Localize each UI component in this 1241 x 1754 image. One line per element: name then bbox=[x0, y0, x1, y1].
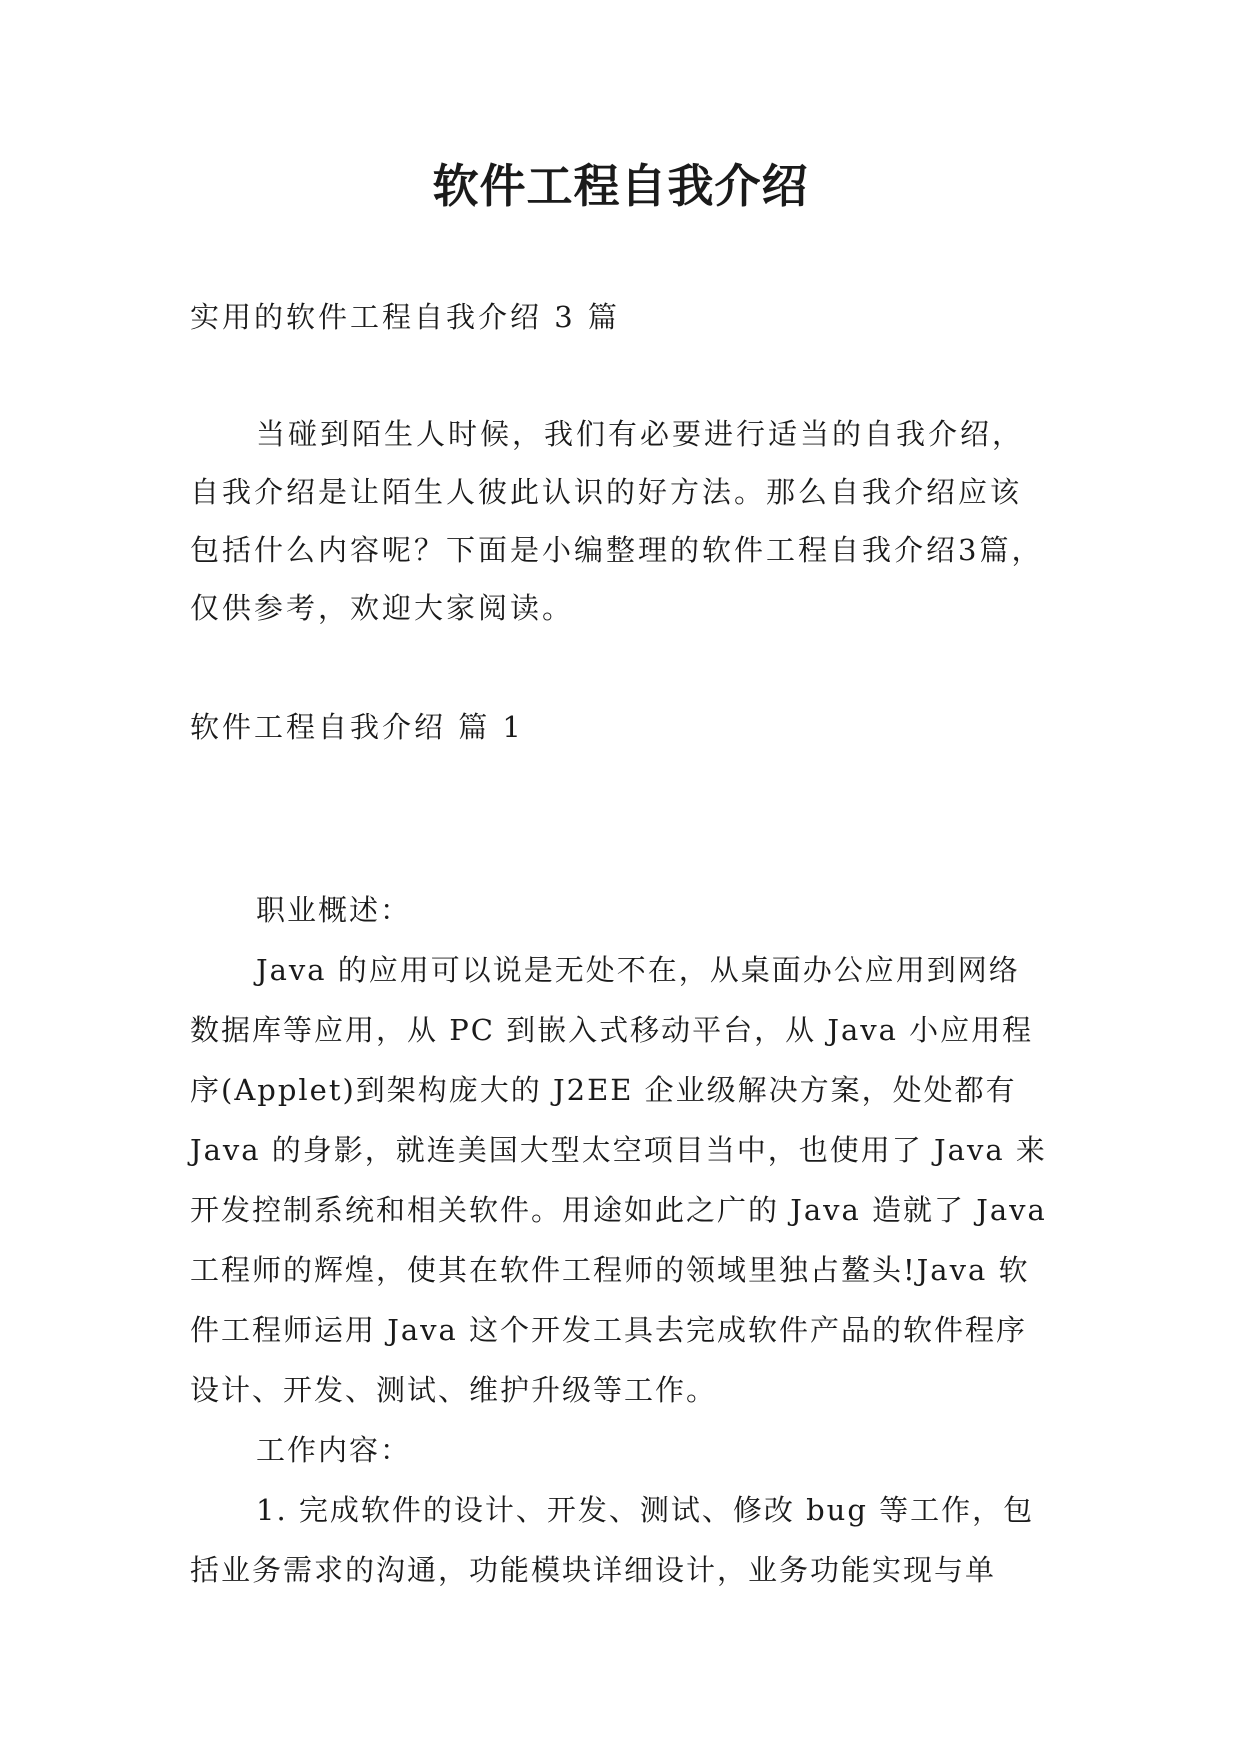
career-overview-label: 职业概述： bbox=[256, 893, 412, 927]
work-content-label: 工作内容： bbox=[256, 1433, 412, 1467]
intro-paragraph: 当碰到陌生人时候，我们有必要进行适当的自我介绍，自我介绍是让陌生人彼此认识的好方法。那么自我介绍应该包括什么内容呢？下面是小编整理的软件工程自我介绍3篇，仅供参考，欢迎大家阅读。 bbox=[190, 417, 1044, 625]
document-subtitle: 实用的软件工程自我介绍 3 篇 bbox=[190, 300, 620, 334]
career-overview-paragraph: Java 的应用可以说是无处不在，从桌面办公应用到网络数据库等应用，从 PC 到嵌入式移动平台，从 Java 小应用程序(Applet)到架构庞大的 J2EE 企业级解决方案，处处都有 Java 的身影，就连美国大型太空项目当中，也使用了 Java 来开发控制系统和相关软件。用途如此之广的 Java 造就了 Java 工程师的辉煌，使其在软件工程师的领域里独占鳌头!Java 软件工程师运用 Java 这个开发工具去完成软件产品的软件程序设计、开发、测试、维护升级等工作。 bbox=[190, 953, 1047, 1407]
work-item-1: 1. 完成软件的设计、开发、测试、修改 bug 等工作，包括业务需求的沟通，功能模块详细设计，业务功能实现与单 bbox=[190, 1493, 1035, 1587]
document-title: 软件工程自我介绍 bbox=[432, 159, 809, 213]
section-body bbox=[190, 880, 1050, 1600]
section-heading: 软件工程自我介绍 篇 1 bbox=[190, 710, 524, 744]
